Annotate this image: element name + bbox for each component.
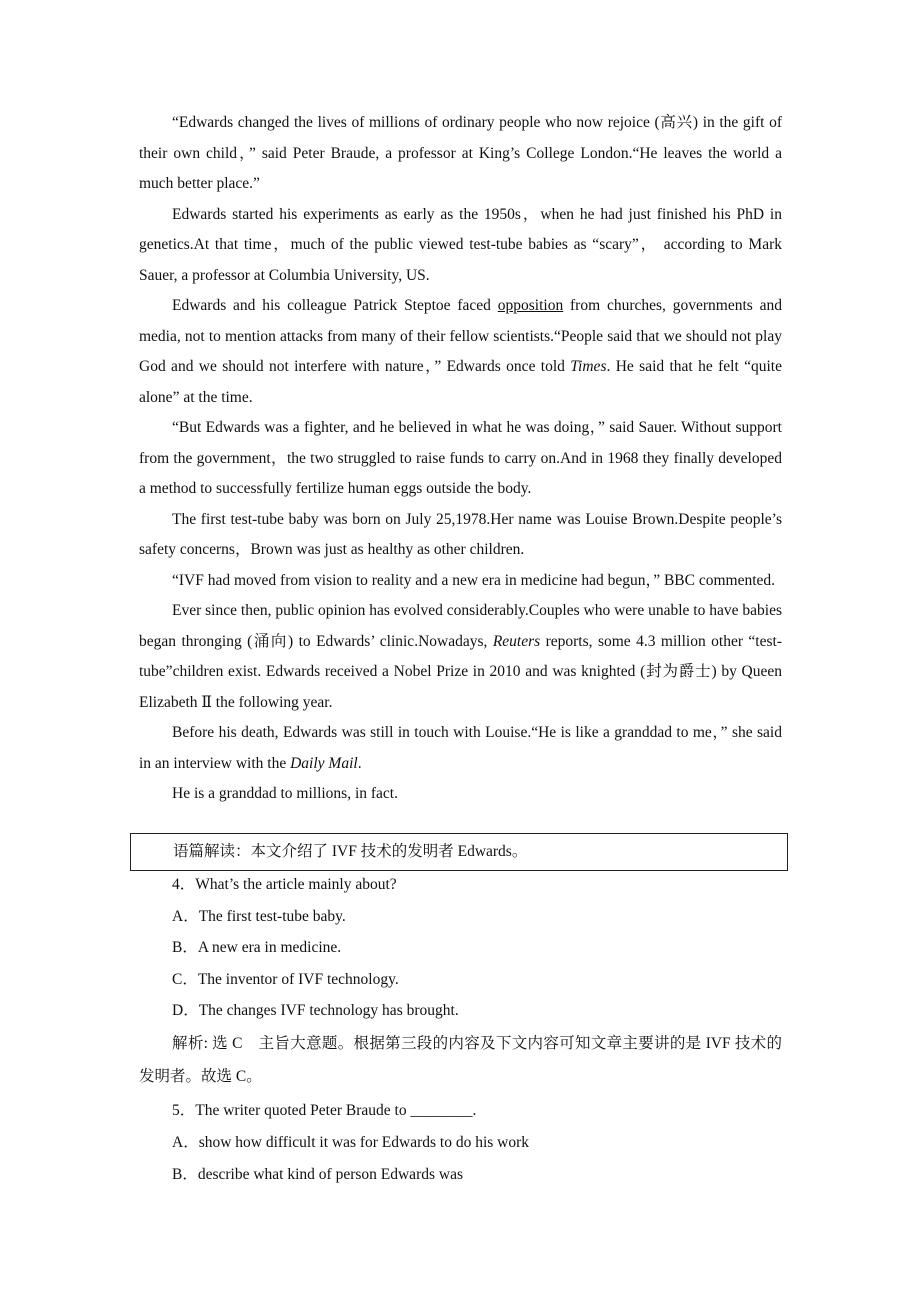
- paragraph: [139, 718, 782, 779]
- paragraph: The first test-tube baby was born on July 25,1978.Her name was Louise Brown.Despite people’s safety concerns，Brown was just as healthy as other children.: [139, 510, 782, 558]
- question-stem: 5．The writer quoted Peter Braude to ________.: [172, 1102, 477, 1119]
- paragraph: “But Edwards was a fighter, and he believed in what he was doing，” said Sauer. Without support from the government，the two struggled to raise funds to carry on.And in 1968 they finally developed a method to successfully fertilize human eggs outside the body.: [139, 419, 782, 497]
- text: . He said that he felt “quite alone” at the time.: [139, 358, 782, 406]
- analysis: 解析: 选 C 主旨大意题。根据第三段的内容及下文内容可知文章主要讲的是 IVF 技术的发明者。故选 C。: [139, 1034, 782, 1085]
- option: D．The changes IVF technology has brought.: [172, 1002, 459, 1019]
- text: .: [357, 754, 362, 772]
- underlined-word: opposition: [497, 297, 564, 314]
- text: reports, some 4.3 million other “test-tube”children exist. Edwards received a Nobel Prize in 2010 and was knighted (封为爵士) by Queen Elizabeth Ⅱ the following year.: [139, 632, 782, 711]
- question-5: [139, 1095, 782, 1191]
- paragraph: “Edwards changed the lives of millions of ordinary people who now rejoice (高兴) in the gift of their own child，” said Peter Braude, a professor at King’s College London.“He leaves the world a much better place.”: [139, 114, 782, 192]
- option: A．The first test-tube baby.: [172, 907, 346, 925]
- option: B．A new era in medicine.: [172, 939, 342, 956]
- italic-text: Times: [570, 358, 607, 375]
- question-4: [139, 870, 782, 1093]
- text: from churches, governments and media, not to mention attacks from many of their fellow scientists.“People said that we should not play God and we should not interfere with nature，” Edwards once told: [139, 297, 782, 375]
- passage: [139, 108, 782, 810]
- option: C．The inventor of IVF technology.: [172, 970, 399, 988]
- text: Ever since then, public opinion has evolved considerably.Couples who were unable to have babies began thronging (涌向) to Edwards’ clinic.Nowadays,: [139, 602, 782, 650]
- summary-text: 语篇解读：本文介绍了 IVF 技术的发明者 Edwards。: [173, 843, 528, 860]
- paragraph: Edwards started his experiments as early as the 1950s，when he had just finished his PhD in genetics.At that time，much of the public viewed test-tube babies as “scary”， according to Mark Sauer, a professor at Columbia University, US.: [139, 205, 782, 284]
- text: Before his death, Edwards was still in touch with Louise.“He is like a granddad to me，” she said in an interview with the: [139, 724, 782, 772]
- summary-box: [130, 833, 788, 871]
- text: Edwards and his colleague Patrick Steptoe faced: [172, 297, 498, 314]
- option: A．show how difficult it was for Edwards to do his work: [172, 1134, 530, 1151]
- italic-text: Daily Mail: [290, 754, 358, 772]
- paragraph: [139, 596, 782, 718]
- paragraph: [139, 291, 782, 413]
- paragraph: He is a granddad to millions, in fact.: [172, 785, 398, 802]
- italic-text: Reuters: [492, 632, 541, 650]
- option: B．describe what kind of person Edwards was: [172, 1166, 463, 1183]
- paragraph: “IVF had moved from vision to reality and a new era in medicine had begun，” BBC commented.: [172, 571, 776, 589]
- question-stem: 4．What’s the article mainly about?: [172, 876, 397, 893]
